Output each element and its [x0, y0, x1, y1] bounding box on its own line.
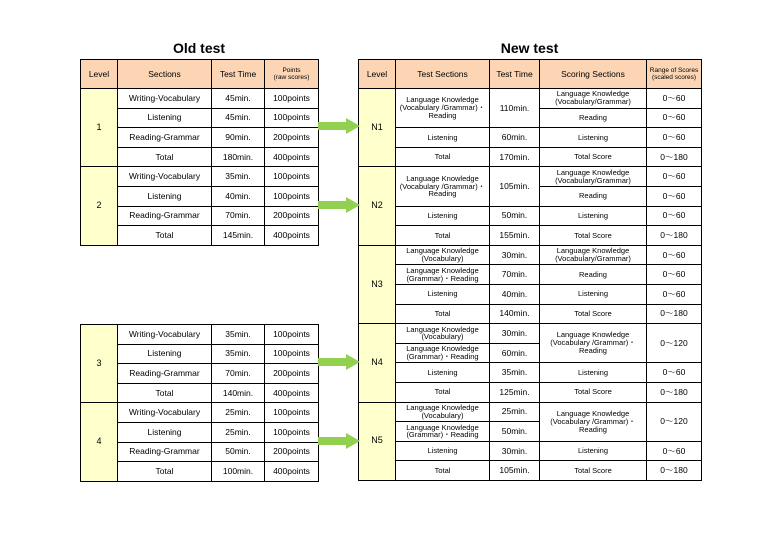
- right-arrow-icon: [318, 197, 360, 213]
- time-cell: 45min.: [212, 89, 265, 109]
- test-section-cell: Total: [396, 226, 490, 246]
- new-test-table: [358, 59, 702, 481]
- time-cell: 155min.: [490, 226, 540, 246]
- table-row: [81, 325, 319, 345]
- test-section-cell: Total: [396, 382, 490, 402]
- points-cell: 200points: [265, 206, 319, 226]
- header-range-of-scores: Range of Scores (scaled scores): [647, 60, 702, 89]
- section-cell: Reading-Grammar: [118, 364, 212, 384]
- section-cell: Reading-Grammar: [118, 442, 212, 462]
- time-cell: 140min.: [212, 383, 265, 403]
- points-cell: 400points: [265, 147, 319, 167]
- scoring-section-cell: Listening: [540, 284, 647, 304]
- time-cell: 70min.: [212, 364, 265, 384]
- points-cell: 200points: [265, 128, 319, 148]
- header-scoring-sections: Scoring Sections: [540, 60, 647, 89]
- time-cell: 25min.: [212, 422, 265, 442]
- test-section-cell: Language Knowledge (Vocabulary /Grammar)・ Reading: [396, 167, 490, 206]
- table-row: [359, 226, 702, 246]
- time-cell: 145min.: [212, 226, 265, 246]
- level-cell: N3: [359, 245, 396, 323]
- header-test-time: Test Time: [490, 60, 540, 89]
- header-level: Level: [359, 60, 396, 89]
- points-cell: 400points: [265, 462, 319, 482]
- header-level: Level: [81, 60, 118, 89]
- time-cell: 180min.: [212, 147, 265, 167]
- time-cell: 70min.: [490, 265, 540, 285]
- level-cell: N1: [359, 89, 396, 167]
- time-cell: 35min.: [212, 344, 265, 364]
- table-row: [359, 206, 702, 226]
- section-cell: Total: [118, 462, 212, 482]
- level-cell: N5: [359, 402, 396, 480]
- time-cell: 170min.: [490, 147, 540, 167]
- old-test-title: Old test: [172, 40, 226, 56]
- table-row: [359, 265, 702, 285]
- points-cell: 100points: [265, 344, 319, 364]
- level-cell: 1: [81, 89, 118, 167]
- right-arrow-icon: [318, 354, 360, 370]
- score-range-cell: 0～60: [647, 167, 702, 187]
- section-cell: Listening: [118, 344, 212, 364]
- table-row: [359, 324, 702, 344]
- table-row: [81, 89, 319, 109]
- scoring-section-cell: Language Knowledge (Vocabulary/Grammar): [540, 245, 647, 265]
- test-section-cell: Listening: [396, 284, 490, 304]
- score-range-cell: 0～60: [647, 89, 702, 109]
- score-range-cell: 0～180: [647, 226, 702, 246]
- section-cell: Writing-Vocabulary: [118, 403, 212, 423]
- header-test-time: Test Time: [212, 60, 265, 89]
- time-cell: 105min.: [490, 461, 540, 481]
- table-row: [359, 167, 702, 187]
- score-range-cell: 0～60: [647, 128, 702, 148]
- table-row: [81, 403, 319, 423]
- test-section-cell: Language Knowledge (Grammar)・Reading: [396, 422, 490, 442]
- table-row: [81, 167, 319, 187]
- section-cell: Listening: [118, 108, 212, 128]
- time-cell: 30min.: [490, 441, 540, 461]
- time-cell: 40min.: [490, 284, 540, 304]
- test-section-cell: Total: [396, 461, 490, 481]
- time-cell: 25min.: [490, 402, 540, 422]
- score-range-cell: 0～120: [647, 402, 702, 441]
- scoring-section-cell: Reading: [540, 108, 647, 128]
- table-row: [359, 461, 702, 481]
- points-cell: 400points: [265, 383, 319, 403]
- section-cell: Reading-Grammar: [118, 128, 212, 148]
- time-cell: 140min.: [490, 304, 540, 324]
- time-cell: 35min.: [490, 363, 540, 383]
- scoring-section-cell: Total Score: [540, 147, 647, 167]
- test-section-cell: Listening: [396, 441, 490, 461]
- level-cell: 2: [81, 167, 118, 245]
- time-cell: 35min.: [212, 325, 265, 345]
- scoring-section-cell: Listening: [540, 206, 647, 226]
- scoring-section-cell: Total Score: [540, 461, 647, 481]
- score-range-cell: 0～60: [647, 186, 702, 206]
- points-cell: 400points: [265, 226, 319, 246]
- score-range-cell: 0～120: [647, 324, 702, 363]
- time-cell: 105min.: [490, 167, 540, 206]
- level-cell: N2: [359, 167, 396, 245]
- right-arrow-icon: [318, 118, 360, 134]
- test-section-cell: Listening: [396, 128, 490, 148]
- test-section-cell: Language Knowledge (Vocabulary): [396, 324, 490, 344]
- section-cell: Writing-Vocabulary: [118, 167, 212, 187]
- old-test-table-bottom: [80, 324, 319, 482]
- old-test-table-top: [80, 59, 319, 246]
- time-cell: 60min.: [490, 343, 540, 363]
- points-cell: 100points: [265, 325, 319, 345]
- scoring-section-cell: Language Knowledge (Vocabulary/Grammar): [540, 89, 647, 109]
- test-section-cell: Language Knowledge (Vocabulary): [396, 245, 490, 265]
- time-cell: 90min.: [212, 128, 265, 148]
- time-cell: 30min.: [490, 245, 540, 265]
- time-cell: 30min.: [490, 324, 540, 344]
- time-cell: 25min.: [212, 403, 265, 423]
- score-range-cell: 0～60: [647, 245, 702, 265]
- test-section-cell: Total: [396, 304, 490, 324]
- table-row: [359, 147, 702, 167]
- score-range-cell: 0～60: [647, 108, 702, 128]
- table-row: [359, 89, 702, 109]
- scoring-section-cell: Language Knowledge (Vocabulary /Grammar)・ Reading: [540, 324, 647, 363]
- test-section-cell: Language Knowledge (Grammar)・Reading: [396, 265, 490, 285]
- time-cell: 50min.: [490, 422, 540, 442]
- test-section-cell: Language Knowledge (Vocabulary /Grammar)・ Reading: [396, 89, 490, 128]
- table-row: [359, 363, 702, 383]
- score-range-cell: 0～60: [647, 441, 702, 461]
- scoring-section-cell: Reading: [540, 186, 647, 206]
- time-cell: 40min.: [212, 186, 265, 206]
- time-cell: 50min.: [490, 206, 540, 226]
- time-cell: 45min.: [212, 108, 265, 128]
- score-range-cell: 0～180: [647, 461, 702, 481]
- scoring-section-cell: Total Score: [540, 226, 647, 246]
- time-cell: 50min.: [212, 442, 265, 462]
- points-cell: 200points: [265, 364, 319, 384]
- time-cell: 60min.: [490, 128, 540, 148]
- level-cell: N4: [359, 324, 396, 402]
- score-range-cell: 0～180: [647, 304, 702, 324]
- scoring-section-cell: Language Knowledge (Vocabulary /Grammar)・ Reading: [540, 402, 647, 441]
- table-row: [359, 245, 702, 265]
- section-cell: Total: [118, 147, 212, 167]
- test-section-cell: Listening: [396, 206, 490, 226]
- points-cell: 100points: [265, 108, 319, 128]
- section-cell: Total: [118, 383, 212, 403]
- scoring-section-cell: Total Score: [540, 382, 647, 402]
- points-cell: 100points: [265, 422, 319, 442]
- scoring-section-cell: Listening: [540, 128, 647, 148]
- header-points: Points (raw scores): [265, 60, 319, 89]
- table-row: [359, 382, 702, 402]
- score-range-cell: 0～180: [647, 382, 702, 402]
- table-row: [359, 304, 702, 324]
- section-cell: Listening: [118, 186, 212, 206]
- scoring-section-cell: Listening: [540, 441, 647, 461]
- table-row: [359, 128, 702, 148]
- section-cell: Listening: [118, 422, 212, 442]
- points-cell: 100points: [265, 167, 319, 187]
- right-arrow-icon: [318, 433, 360, 449]
- scoring-section-cell: Total Score: [540, 304, 647, 324]
- table-row: [359, 402, 702, 422]
- points-cell: 100points: [265, 89, 319, 109]
- score-range-cell: 0～60: [647, 265, 702, 285]
- time-cell: 35min.: [212, 167, 265, 187]
- section-cell: Writing-Vocabulary: [118, 89, 212, 109]
- points-cell: 200points: [265, 442, 319, 462]
- scoring-section-cell: Listening: [540, 363, 647, 383]
- scoring-section-cell: Language Knowledge (Vocabulary/Grammar): [540, 167, 647, 187]
- test-section-cell: Language Knowledge (Vocabulary): [396, 402, 490, 422]
- level-cell: 3: [81, 325, 118, 403]
- points-cell: 100points: [265, 186, 319, 206]
- new-test-title: New test: [500, 40, 559, 56]
- score-range-cell: 0～60: [647, 284, 702, 304]
- section-cell: Total: [118, 226, 212, 246]
- section-cell: Reading-Grammar: [118, 206, 212, 226]
- level-cell: 4: [81, 403, 118, 481]
- scoring-section-cell: Reading: [540, 265, 647, 285]
- time-cell: 110min.: [490, 89, 540, 128]
- score-range-cell: 0～180: [647, 147, 702, 167]
- time-cell: 125min.: [490, 382, 540, 402]
- test-section-cell: Total: [396, 147, 490, 167]
- table-row: [359, 441, 702, 461]
- header-sections: Sections: [118, 60, 212, 89]
- section-cell: Writing-Vocabulary: [118, 325, 212, 345]
- time-cell: 100min.: [212, 462, 265, 482]
- header-test-sections: Test Sections: [396, 60, 490, 89]
- table-row: [359, 284, 702, 304]
- points-cell: 100points: [265, 403, 319, 423]
- time-cell: 70min.: [212, 206, 265, 226]
- score-range-cell: 0～60: [647, 363, 702, 383]
- score-range-cell: 0～60: [647, 206, 702, 226]
- test-section-cell: Language Knowledge (Grammar)・Reading: [396, 343, 490, 363]
- test-section-cell: Listening: [396, 363, 490, 383]
